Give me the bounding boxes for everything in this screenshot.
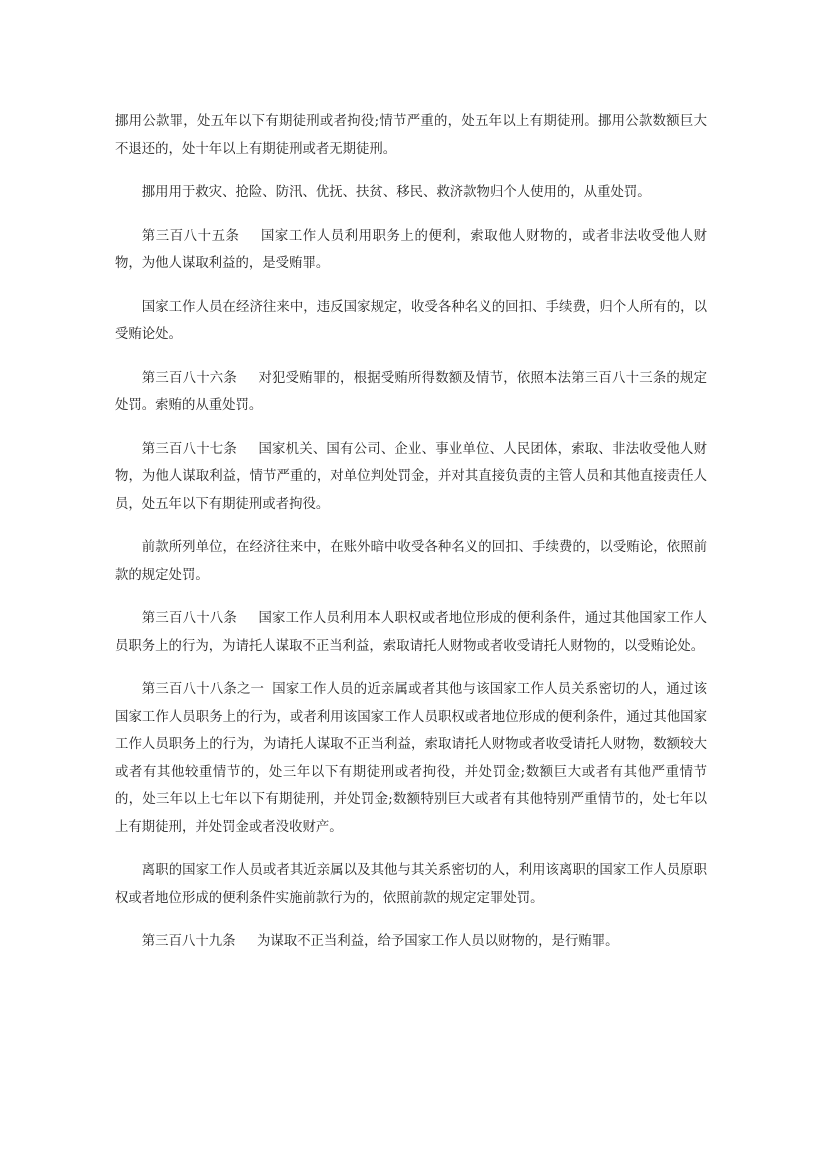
article-387	[115, 436, 707, 519]
article-number: 第三百八十八条	[141, 611, 237, 626]
paragraph-7	[115, 534, 707, 589]
paragraph-text: 国家工作人员的近亲属或者其他与该国家工作人员关系密切的人，通过该国家工作人员职务上的行为，或者利用该国家工作人员职权或者地位形成的便利条件，通过其他国家工作人员职务上的行为，为请托人谋取不正当利益，索取请托人财物或者收受请托人财物，数额较大或者有其他较重情节的，处三年以下有期徒刑或者拘役，并处罚金;数额巨大或者有其他严重情节的，处三年以上七年以下有期徒刑，并处罚金;数额特别巨大或者有其他特别严重情节的，处七年以上有期徒刑，并处罚金或者没收财产。	[115, 682, 708, 835]
paragraph-text: 为谋取不正当利益，给予国家工作人员以财物的，是行贿罪。	[256, 934, 619, 949]
article-386	[115, 365, 707, 420]
article-389	[115, 928, 707, 956]
article-388	[115, 605, 707, 660]
paragraph-text: 国家工作人员在经济往来中，违反国家规定，收受各种名义的回扣、手续费，归个人所有的，以受贿论处。	[115, 299, 707, 342]
article-number: 第三百八十七条	[141, 441, 237, 457]
document-page	[115, 108, 707, 972]
paragraph-text: 对犯受贿罪的，根据受贿所得数额及情节，依照本法第三百八十三条的规定处罚。索贿的从重处罚。	[115, 370, 708, 413]
paragraph-text: 挪用公款罪，处五年以下有期徒刑或者拘役;情节严重的，处五年以上有期徒刑。挪用公款数额巨大不退还的，处十年以上有期徒刑或者无期徒刑。	[115, 114, 707, 157]
paragraph-text: 挪用用于救灾、抢险、防汛、优抚、扶贫、移民、救济款物归个人使用的，从重处罚。	[141, 185, 651, 200]
article-number: 第三百八十五条	[141, 228, 240, 244]
article-number: 第三百八十六条	[141, 370, 237, 386]
paragraph-2	[115, 179, 707, 207]
paragraph-text: 国家工作人员利用职务上的便利，索取他人财物的，或者非法收受他人财物，为他人谋取利益的，是受贿罪。	[115, 228, 708, 271]
paragraph-10	[115, 857, 707, 912]
article-number: 第三百八十九条	[141, 934, 236, 949]
paragraph-text: 离职的国家工作人员或者其近亲属以及其他与其关系密切的人，利用该离职的国家工作人员原职权或者地位形成的便利条件实施前款行为的，依照前款的规定定罪处罚。	[115, 863, 707, 906]
article-number: 第三百八十八条之一	[141, 682, 265, 697]
article-388-1	[115, 676, 707, 841]
paragraph-text: 国家机关、国有公司、企业、事业单位、人民团体，索取、非法收受他人财物，为他人谋取利益，情节严重的，对单位判处罚金，并对其直接负责的主管人员和其他直接责任人员，处五年以下有期徒刑或者拘役。	[115, 441, 708, 512]
paragraph-text: 前款所列单位，在经济往来中，在账外暗中收受各种名义的回扣、手续费的，以受贿论，依照前款的规定处罚。	[115, 540, 707, 583]
article-385	[115, 223, 707, 278]
paragraph-4	[115, 294, 707, 349]
paragraph-text: 国家工作人员利用本人职权或者地位形成的便利条件，通过其他国家工作人员职务上的行为，为请托人谋取不正当利益，索取请托人财物或者收受请托人财物的，以受贿论处。	[115, 611, 708, 654]
paragraph-1	[115, 108, 707, 163]
